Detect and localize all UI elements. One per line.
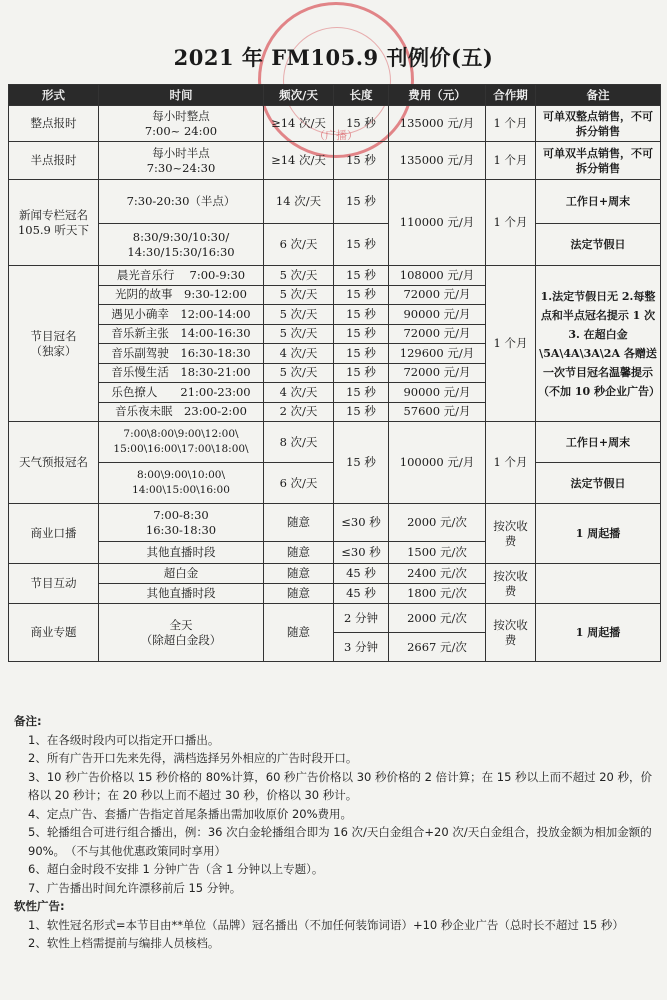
rate-table: [8, 84, 661, 662]
table-header-row: [9, 85, 661, 106]
cell-form: 半点报时: [9, 142, 99, 180]
cell-fee: 2400 元/次: [389, 564, 486, 584]
cell-fee: 2000 元/次: [389, 604, 486, 633]
cell-period: 1 个月: [486, 142, 536, 180]
cell-fee: 90000 元/月: [389, 305, 486, 325]
cell-length: 15 秒: [334, 363, 389, 383]
cell-frequency: 随意: [264, 542, 334, 564]
cell-note: 1.法定节假日无 2.每整点和半点冠名提示 1 次 3. 在超白金 \5A\4A\3A\2A 各赠送一次节目冠名温馨提示（不加 10 秒企业广告）: [536, 266, 661, 422]
cell-note: 法定节假日: [536, 463, 661, 504]
header-frequency: 频次/天: [264, 85, 334, 106]
header-period: 合作期: [486, 85, 536, 106]
table-row: [9, 266, 661, 286]
cell-fee: 1500 元/次: [389, 542, 486, 564]
note-item: 3、10 秒广告价格以 15 秒价格的 80%计算，60 秒广告价格以 30 秒价格的 2 倍计算；在 15 秒以上而不超过 20 秒，价格以 20 秒计；在 20 秒以上而不超过 30 秒，价格以 30 秒计。: [28, 769, 653, 802]
cell-period: 1 个月: [486, 106, 536, 142]
cell-time: 光阴的故事 9:30-12:00: [99, 285, 264, 305]
cell-form: 整点报时: [9, 106, 99, 142]
table-row: [9, 504, 661, 542]
cell-form: 节目冠名 （独家）: [9, 266, 99, 422]
cell-fee: 135000 元/月: [389, 106, 486, 142]
cell-time: 遇见小确幸 12:00-14:00: [99, 305, 264, 325]
note-item: 7、广告播出时间允许漂移前后 15 分钟。: [28, 880, 242, 895]
cell-period: 1 个月: [486, 422, 536, 504]
cell-length: 15 秒: [334, 266, 389, 286]
cell-time: 8:00\9:00\10:00\ 14:00\15:00\16:00: [99, 463, 264, 504]
cell-period: 按次收费: [486, 564, 536, 604]
cell-length: 15 秒: [334, 142, 389, 180]
table-row: [9, 564, 661, 584]
cell-frequency: 随意: [264, 564, 334, 584]
header-fee: 费用（元）: [389, 85, 486, 106]
cell-frequency: 5 次/天: [264, 305, 334, 325]
cell-time: 音乐副驾驶 16:30-18:30: [99, 344, 264, 364]
cell-fee: 2667 元/次: [389, 633, 486, 662]
note-item: 4、定点广告、套播广告指定首尾条播出需加收原价 20%费用。: [28, 806, 353, 821]
header-form: 形式: [9, 85, 99, 106]
soft-ad-item: 1、软性冠名形式=本节目由**单位（品牌）冠名播出（不加任何装饰词语）+10 秒企业广告（总时长不超过 15 秒）: [28, 917, 624, 932]
cell-period: 按次收费: [486, 604, 536, 662]
cell-period: 1 个月: [486, 266, 536, 422]
cell-length: 45 秒: [334, 564, 389, 584]
cell-form: 新闻专栏冠名 105.9 听天下: [9, 180, 99, 266]
cell-frequency: 8 次/天: [264, 422, 334, 463]
cell-period: 1 个月: [486, 180, 536, 266]
table-row: [9, 180, 661, 224]
cell-frequency: 随意: [264, 584, 334, 604]
cell-frequency: 2 次/天: [264, 402, 334, 422]
table-row: [9, 142, 661, 180]
cell-length: 15 秒: [334, 305, 389, 325]
cell-frequency: 4 次/天: [264, 344, 334, 364]
cell-frequency: ≥14 次/天: [264, 106, 334, 142]
cell-frequency: 随意: [264, 504, 334, 542]
table-row: [9, 224, 661, 266]
cell-note: 1 周起播: [536, 604, 661, 662]
cell-form: 节目互动: [9, 564, 99, 604]
page-title: 2021 年 FM105.9 刊例价(五): [173, 45, 494, 70]
notes-heading: 备注:: [14, 714, 42, 728]
header-length: 长度: [334, 85, 389, 106]
cell-note: 工作日+周末: [536, 180, 661, 224]
cell-form: 商业口播: [9, 504, 99, 564]
note-item: 6、超白金时段不安排 1 分钟广告（含 1 分钟以上专题）。: [28, 862, 324, 876]
seal-text: （广播）: [314, 129, 358, 142]
cell-time: 8:30/9:30/10:30/ 14:30/15:30/16:30: [99, 224, 264, 266]
cell-time: 每小时整点 7:00~ 24:00: [99, 106, 264, 142]
cell-note: 可单双整点销售，不可拆分销售: [536, 106, 661, 142]
table-row: [9, 106, 661, 142]
cell-fee: 90000 元/月: [389, 383, 486, 403]
cell-time: 其他直播时段: [99, 542, 264, 564]
cell-time: 音乐新主张 14:00-16:30: [99, 324, 264, 344]
cell-note: 工作日+周末: [536, 422, 661, 463]
cell-note: 1 周起播: [536, 504, 661, 564]
cell-fee: 72000 元/月: [389, 363, 486, 383]
cell-fee: 2000 元/次: [389, 504, 486, 542]
table-row: [9, 422, 661, 463]
cell-time: 7:00-8:30 16:30-18:30: [99, 504, 264, 542]
cell-form: 天气预报冠名: [9, 422, 99, 504]
table-row: [9, 604, 661, 633]
cell-frequency: 6 次/天: [264, 224, 334, 266]
cell-fee: 57600 元/月: [389, 402, 486, 422]
cell-time: 其他直播时段: [99, 584, 264, 604]
cell-length: 15 秒: [334, 402, 389, 422]
cell-fee: 1800 元/次: [389, 584, 486, 604]
notes-section: [14, 712, 659, 953]
cell-fee: 100000 元/月: [389, 422, 486, 504]
cell-fee: 110000 元/月: [389, 180, 486, 266]
cell-frequency: 5 次/天: [264, 266, 334, 286]
cell-fee: 108000 元/月: [389, 266, 486, 286]
cell-length: 15 秒: [334, 383, 389, 403]
cell-frequency: 14 次/天: [264, 180, 334, 224]
cell-length: 15 秒: [334, 224, 389, 266]
header-time: 时间: [99, 85, 264, 106]
soft-ad-item: 2、软性上档需提前与编排人员核档。: [28, 936, 220, 950]
cell-time: 音乐夜未眠 23:00-2:00: [99, 402, 264, 422]
cell-frequency: 4 次/天: [264, 383, 334, 403]
cell-length: 2 分钟: [334, 604, 389, 633]
note-item: 5、轮播组合可进行组合播出，例：36 次白金轮播组合即为 16 次/天白金组合+20 次/天白金组合，投放金额为相加金额的 90%。 （不与其他优惠政策同时享用）: [28, 825, 652, 858]
cell-note-empty: [536, 564, 661, 604]
cell-fee: 72000 元/月: [389, 324, 486, 344]
cell-length: 45 秒: [334, 584, 389, 604]
cell-length: 15 秒: [334, 422, 389, 504]
cell-note: 可单双半点销售，不可拆分销售: [536, 142, 661, 180]
cell-length: 15 秒: [334, 285, 389, 305]
note-item: 1、在各级时段内可以指定开口播出。: [28, 732, 220, 747]
cell-length: 15 秒: [334, 180, 389, 224]
cell-frequency: 随意: [264, 604, 334, 662]
cell-frequency: 5 次/天: [264, 363, 334, 383]
cell-time: 每小时半点 7:30~24:30: [99, 142, 264, 180]
cell-frequency: 5 次/天: [264, 324, 334, 344]
cell-time: 7:00\8:00\9:00\12:00\ 15:00\16:00\17:00\18:00\: [99, 422, 264, 463]
cell-time: 7:30-20:30（半点）: [99, 180, 264, 224]
cell-fee: 129600 元/月: [389, 344, 486, 364]
soft-ad-heading: 软性广告:: [14, 899, 65, 913]
cell-length: 15 秒: [334, 344, 389, 364]
note-item: 2、所有广告开口先来先得，满档选择另外相应的广告时段开口。: [28, 751, 358, 765]
cell-note: 法定节假日: [536, 224, 661, 266]
cell-length: 15 秒: [334, 106, 389, 142]
cell-time: 全天 （除超白金段）: [99, 604, 264, 662]
cell-fee: 72000 元/月: [389, 285, 486, 305]
cell-frequency: 6 次/天: [264, 463, 334, 504]
cell-frequency: ≥14 次/天: [264, 142, 334, 180]
cell-length: 15 秒: [334, 324, 389, 344]
cell-period: 按次收费: [486, 504, 536, 564]
cell-time: 音乐慢生活 18:30-21:00: [99, 363, 264, 383]
cell-length: 3 分钟: [334, 633, 389, 662]
cell-fee: 135000 元/月: [389, 142, 486, 180]
header-note: 备注: [536, 85, 661, 106]
cell-frequency: 5 次/天: [264, 285, 334, 305]
cell-time: 晨光音乐行 7:00-9:30: [99, 266, 264, 286]
cell-time: 乐色撩人 21:00-23:00: [99, 383, 264, 403]
cell-time: 超白金: [99, 564, 264, 584]
cell-form: 商业专题: [9, 604, 99, 662]
cell-length: ≤30 秒: [334, 504, 389, 542]
cell-length: ≤30 秒: [334, 542, 389, 564]
